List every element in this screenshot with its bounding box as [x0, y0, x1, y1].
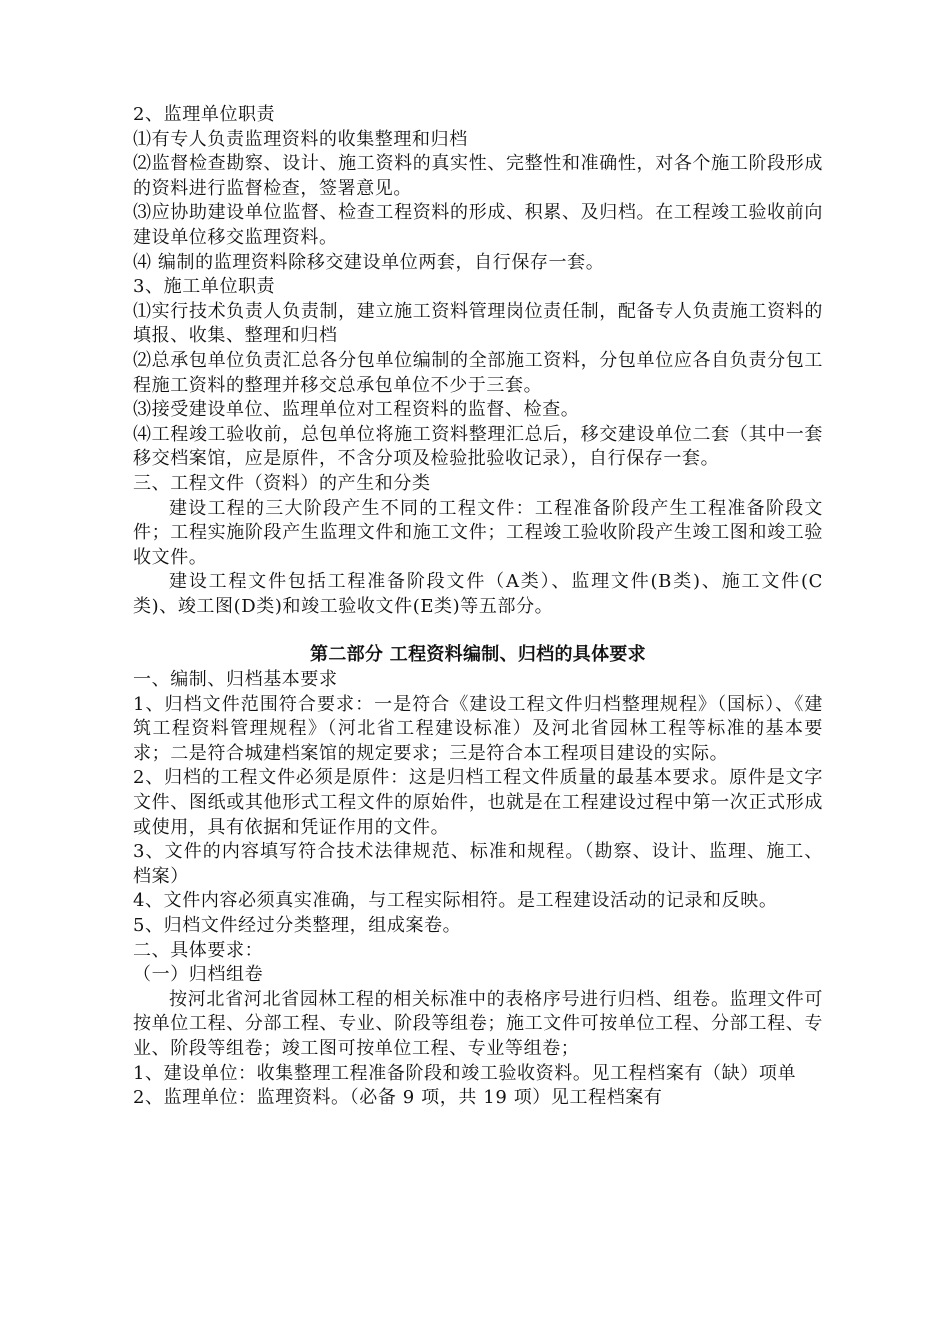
section-title-part-two: 第二部分 工程资料编制、归档的具体要求	[310, 644, 646, 666]
classification-paragraph-2: 建设工程文件包括工程准备阶段文件（A类）、监理文件(B类)、施工文件(C类)、竣工图(D类)和竣工验收文件(E类)等五部分。	[133, 571, 823, 617]
requirement-item-3: 3、文件的内容填写符合技术法律规范、标准和规程。（勘察、设计、监理、施工、档案）	[133, 841, 823, 887]
heading-supervision-duties: 2、监理单位职责	[133, 104, 276, 125]
document-page	[133, 103, 823, 1111]
construction-item-1: ⑴实行技术负责人负责制，建立施工资料管理岗位责任制，配备专人负责施工资料的填报、收集、整理和归档	[133, 300, 823, 347]
archive-item-1: 1、建设单位：收集整理工程准备阶段和竣工验收资料。见工程档案有（缺）项单	[133, 1062, 797, 1084]
section-gap	[133, 619, 823, 643]
construction-item-4: ⑷工程竣工验收前，总包单位将施工资料整理汇总后，移交建设单位二套（其中一套移交档案馆，应是原件，不含分项及检验批验收记录），自行保存一套。	[133, 423, 823, 470]
archive-volumes-paragraph: 按河北省河北省园林工程的相关标准中的表格序号进行归档、组卷。监理文件可按单位工程、分部工程、专业、阶段等组卷；施工文件可按单位工程、分部工程、专业、阶段等组卷；竣工图可按单位工程、专业等组卷；	[133, 988, 823, 1059]
heading-basic-requirements: 一、编制、归档基本要求	[133, 669, 338, 691]
supervision-item-1: ⑴有专人负责监理资料的收集整理和归档	[133, 128, 468, 150]
heading-specific-requirements: 二、具体要求：	[133, 939, 264, 961]
requirement-item-4: 4、文件内容必须真实准确，与工程实际相符。是工程建设活动的记录和反映。	[133, 890, 778, 912]
requirement-item-5: 5、归档文件经过分类整理，组成案卷。	[133, 915, 462, 936]
construction-item-3: ⑶接受建设单位、监理单位对工程资料的监督、检查。	[133, 399, 580, 421]
heading-construction-duties: 3、施工单位职责	[133, 276, 276, 298]
construction-item-2: ⑵总承包单位负责汇总各分包单位编制的全部施工资料，分包单位应各自负责分包工程施工资料的整理并移交总承包单位不少于三套。	[133, 349, 823, 396]
requirement-item-2: 2、归档的工程文件必须是原件：这是归档工程文件质量的最基本要求。原件是文字文件、图纸或其他形式工程文件的原始件，也就是在工程建设过程中第一次正式形成或使用，具有依据和凭证作用的文件。	[133, 767, 823, 838]
archive-item-2: 2、监理单位：监理资料。（必备 9 项，共 19 项）见工程档案有	[133, 1087, 663, 1109]
heading-document-classification: 三、工程文件（资料）的产生和分类	[133, 472, 431, 494]
heading-archive-volumes: （一）归档组卷	[133, 964, 264, 986]
supervision-item-3: ⑶应协助建设单位监督、检查工程资料的形成、积累、及归档。在工程竣工验收前向建设单位移交监理资料。	[133, 202, 823, 248]
supervision-item-2: ⑵监督检查勘察、设计、施工资料的真实性、完整性和准确性，对各个施工阶段形成的资料进行监督检查，签署意见。	[133, 153, 823, 199]
classification-paragraph-1: 建设工程的三大阶段产生不同的工程文件：工程准备阶段产生工程准备阶段文件；工程实施阶段产生监理文件和施工文件；工程竣工验收阶段产生竣工图和竣工验收文件。	[133, 497, 823, 568]
supervision-item-4: ⑷ 编制的监理资料除移交建设单位两套，自行保存一套。	[133, 251, 605, 273]
requirement-item-1: 1、归档文件范围符合要求：一是符合《建设工程文件归档整理规程》（国标）、《建筑工程资料管理规程》（河北省工程建设标准）及河北省园林工程等标准的基本要求；二是符合城建档案馆的规定要求；三是符合本工程项目建设的实际。	[133, 693, 823, 764]
